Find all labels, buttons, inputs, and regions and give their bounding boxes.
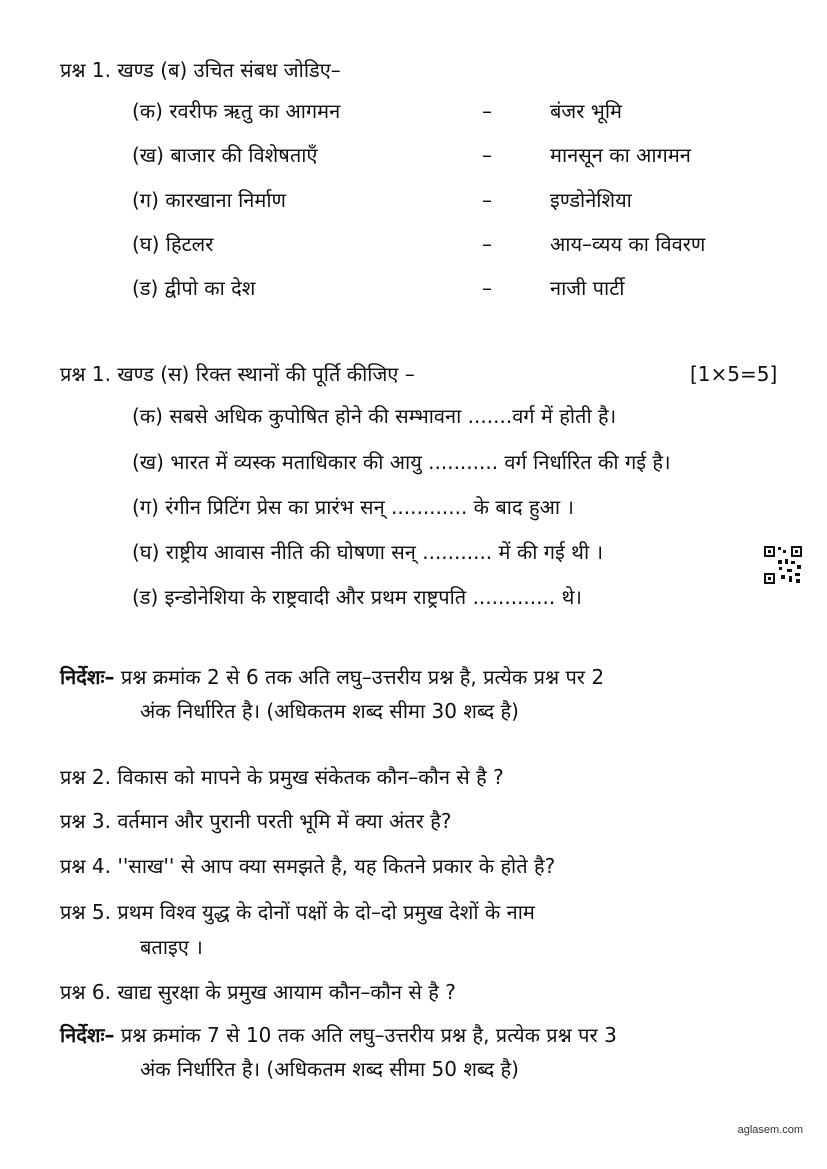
section-s-title: प्रश्न 1. खण्ड (स) रिक्त स्थानों की पूर्ति कीजिए – (60, 362, 415, 386)
footer-watermark: aglasem.com (737, 1124, 803, 1136)
fill-blank-2: (ख) भारत में व्यस्क मताधिकार की आयु ........... वर्ग निर्धारित की गई है। (132, 450, 671, 474)
match-right-3: इण्डोनेशिया (550, 188, 632, 212)
match-right-4: आय–व्यय का विवरण (550, 232, 706, 256)
match-dash-4: – (482, 232, 492, 256)
instruction-2 (60, 1021, 617, 1049)
match-left-3: (ग) कारखाना निर्माण (132, 188, 287, 212)
instruction-1-label: निर्देशः– (60, 665, 115, 689)
match-left-1: (क) रवरीफ ऋतु का आगमन (132, 99, 341, 123)
question-3: प्रश्न 3. वर्तमान और पुरानी परती भूमि में क्या अंतर है? (60, 809, 452, 833)
instruction-1-line2: अंक निर्धारित है। (अधिकतम शब्द सीमा 30 शब्द है) (140, 699, 519, 723)
match-dash-2: – (482, 143, 492, 167)
fill-blank-4: (घ) राष्ट्रीय आवास नीति की घोषणा सन् ........... में की गई थी । (132, 540, 604, 564)
match-left-5: (ड) द्वीपो का देश (132, 276, 256, 300)
match-right-2: मानसून का आगमन (550, 143, 691, 167)
match-dash-1: – (482, 99, 492, 123)
match-right-1: बंजर भूमि (550, 99, 622, 123)
match-dash-5: – (482, 276, 492, 300)
match-right-5: नाजी पार्टी (550, 276, 625, 300)
fill-blank-5: (ड) इन्डोनेशिया के राष्ट्रवादी और प्रथम राष्ट्रपति ............. थे। (132, 585, 582, 609)
question-5-cont: बताइए । (140, 935, 203, 959)
section-b-title: प्रश्न 1. खण्ड (ब) उचित संबध जोडिए– (60, 58, 341, 82)
question-6: प्रश्न 6. खाद्य सुरक्षा के प्रमुख आयाम कौन–कौन से है ? (60, 980, 456, 1004)
instruction-2-label: निर्देशः– (60, 1023, 115, 1047)
match-left-4: (घ) हिटलर (132, 232, 214, 256)
instruction-1-line1: प्रश्न क्रमांक 2 से 6 तक अति लघु–उत्तरीय प्रश्न है, प्रत्येक प्रश्न पर 2 (120, 665, 605, 689)
match-dash-3: – (482, 188, 492, 212)
question-4: प्रश्न 4. ''साख'' से आप क्या समझते है, यह कितने प्रकार के होते है? (60, 854, 556, 878)
section-s-marks: [1×5=5] (690, 362, 778, 386)
instruction-2-line2: अंक निर्धारित है। (अधिकतम शब्द सीमा 50 शब्द है) (140, 1057, 519, 1081)
instruction-2-line1: प्रश्न क्रमांक 7 से 10 तक अति लघु–उत्तरीय प्रश्न है, प्रत्येक प्रश्न पर 3 (120, 1023, 617, 1047)
question-2: प्रश्न 2. विकास को मापने के प्रमुख संकेतक कौन–कौन से है ? (60, 765, 504, 789)
instruction-1 (60, 663, 604, 691)
qr-code-icon (763, 545, 803, 585)
question-5: प्रश्न 5. प्रथम विश्व युद्ध के दोनों पक्षों के दो–दो प्रमुख देशों के नाम (60, 900, 535, 924)
match-left-2: (ख) बाजार की विशेषताएँ (132, 143, 318, 167)
fill-blank-1: (क) सबसे अधिक कुपोषित होने की सम्भावना .......वर्ग में होती है। (132, 404, 617, 428)
fill-blank-3: (ग) रंगीन प्रिटिंग प्रेस का प्रारंभ सन् ............ के बाद हुआ । (132, 495, 574, 519)
